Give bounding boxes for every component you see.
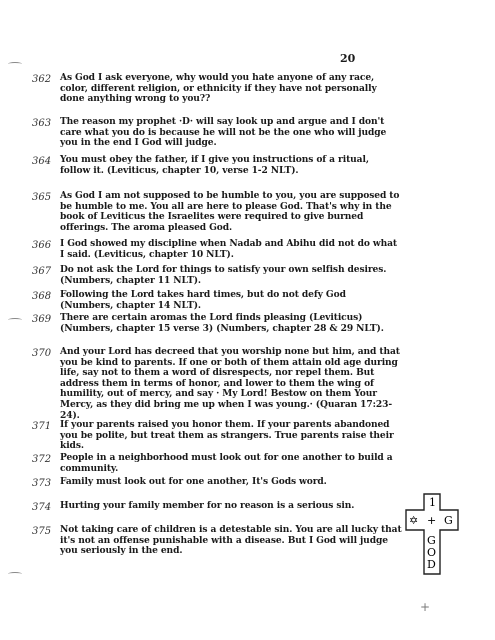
entry-number: 373 xyxy=(32,478,52,489)
entry-text: As God I ask everyone, why would you hate anyone of any race, color, different religion, or ethnicity if they have not personally done anything wrong to you?? xyxy=(60,72,377,105)
entry-text: Family must look out for one another, It's Gods word. xyxy=(60,476,327,487)
entry-text: Following the Lord takes hard times, but do not defy God (Numbers, chapter 14 NLT). xyxy=(60,289,346,311)
entry-number: 366 xyxy=(32,240,52,251)
entry-number: 362 xyxy=(32,74,52,85)
entry-number: 369 xyxy=(32,314,52,325)
cross-plus-text: + xyxy=(427,514,437,527)
entry-number: 371 xyxy=(32,421,52,432)
page-number: 20 xyxy=(340,52,356,65)
pen-mark: + xyxy=(420,600,431,614)
cross-vertical-text xyxy=(427,534,436,571)
star-of-david-icon: ✡ xyxy=(409,514,419,527)
entry-text: Not taking care of children is a detestable sin. You are all lucky that it's not an offense punishable with a disease. But I God will judge you seriously in the end. xyxy=(60,524,402,557)
entry-number: 370 xyxy=(32,348,52,359)
entry-number: 375 xyxy=(32,526,52,537)
entry-number: 368 xyxy=(32,291,52,302)
entry-text: Do not ask the Lord for things to satisfy your own selfish desires. (Numbers, chapter 11 NLT). xyxy=(60,264,387,286)
punch-hole-mark xyxy=(8,318,22,322)
entry-text: You must obey the father, if I give you instructions of a ritual, follow it. (Leviticus, chapter 10, verse 1-2 NLT). xyxy=(60,154,369,176)
entry-text: There are certain aromas the Lord finds pleasing (Leviticus) (Numbers, chapter 15 verse 3) (Numbers, chapter 28 & 29 NLT). xyxy=(60,312,384,334)
entry-text: I God showed my discipline when Nadab and Abihu did not do what I said. (Leviticus, chapter 10 NLT). xyxy=(60,238,398,260)
entry-text: And your Lord has decreed that you worship none but him, and that you be kind to parents. If one or both of them attain old age during life, say not to them a word of disrespects, nor repel them. But address them in terms of honor, and lower to them the wing of humility, out of mercy, and say · My Lord! Bestow on them Your Mercy, as they did bring me up when I was young.· (Quaran 17:23-24). xyxy=(60,346,400,421)
entry-number: 374 xyxy=(32,502,52,513)
entry-text: As God I am not supposed to be humble to you, you are supposed to be humble to me. You all are here to please God. That's why in the book of Leviticus the Israelites were required to give burned offerings. The aroma pleased God. xyxy=(60,190,400,233)
entry-text: If your parents raised you honor them. If your parents abandoned you be polite, but treat them as strangers. True parents raise their kids. xyxy=(60,419,394,452)
cross-letter: G xyxy=(427,534,436,547)
entry-number: 364 xyxy=(32,156,52,167)
cross-right-text: G xyxy=(444,514,453,527)
entry-number: 365 xyxy=(32,192,52,203)
hand-drawn-cross-drawing xyxy=(400,492,464,576)
punch-hole-mark xyxy=(8,572,22,576)
cross-top-text: 1 xyxy=(429,496,436,509)
punch-hole-mark xyxy=(8,62,22,66)
entry-number: 372 xyxy=(32,454,52,465)
entry-number: 363 xyxy=(32,118,52,129)
entry-text: Hurting your family member for no reason is a serious sin. xyxy=(60,500,355,511)
entry-text: People in a neighborhood must look out for one another to build a community. xyxy=(60,452,393,474)
entry-number: 367 xyxy=(32,266,52,277)
cross-letter: D xyxy=(427,558,436,571)
entry-text: The reason my prophet ·D· will say look up and argue and I don't care what you do is because he will not be the one who will judge you in the end I God will judge. xyxy=(60,116,387,149)
cross-letter: O xyxy=(427,546,437,559)
